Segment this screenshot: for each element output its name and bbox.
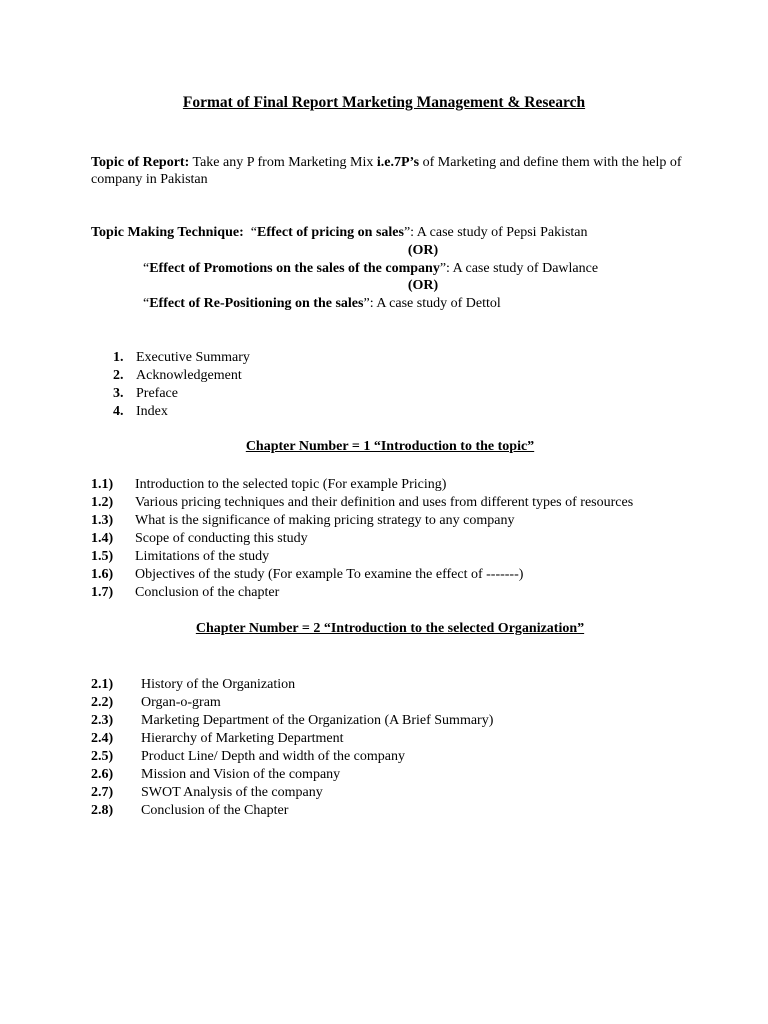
list-text: Introduction to the selected topic (For example Pricing) xyxy=(135,477,447,492)
list-text: Preface xyxy=(136,386,178,401)
list-number: 3. xyxy=(113,386,124,401)
technique-option-3-rest: ”: A case study of Dettol xyxy=(363,296,501,311)
list-item xyxy=(91,766,493,784)
list-item xyxy=(113,349,250,367)
list-text: Index xyxy=(136,404,168,419)
list-item xyxy=(91,730,493,748)
list-number: 1. xyxy=(113,350,124,365)
technique-option-3-title: Effect of Re-Positioning on the sales xyxy=(149,296,364,311)
list-text: Limitations of the study xyxy=(135,549,270,564)
list-text: Acknowledgement xyxy=(136,368,242,383)
list-text: Scope of conducting this study xyxy=(135,531,308,546)
list-item xyxy=(91,566,633,584)
technique-option-1-rest: ”: A case study of Pepsi Pakistan xyxy=(403,225,588,240)
list-text: Organ-o-gram xyxy=(141,695,221,710)
technique-option-2-rest: ”: A case study of Dawlance xyxy=(439,261,599,276)
list-text: Marketing Department of the Organization (A Brief Summary) xyxy=(141,713,494,728)
chapter-2-list xyxy=(91,676,493,820)
topic-text-a: Take any P from Marketing Mix xyxy=(189,155,377,170)
list-item xyxy=(113,367,250,385)
technique-line-1 xyxy=(91,225,711,241)
list-item xyxy=(91,548,633,566)
list-item xyxy=(91,512,633,530)
prelim-list xyxy=(113,349,250,421)
list-item xyxy=(113,385,250,403)
list-item xyxy=(91,712,493,730)
technique-line-2 xyxy=(143,261,743,277)
list-item xyxy=(113,403,250,421)
list-number: 2.5) xyxy=(91,749,114,764)
list-number: 1.6) xyxy=(91,567,114,582)
list-text: What is the significance of making pricing strategy to any company xyxy=(135,513,515,528)
list-number: 2.8) xyxy=(91,803,114,818)
list-number: 2. xyxy=(113,368,124,383)
or-separator-2: (OR) xyxy=(407,278,439,293)
topic-label: Topic of Report: xyxy=(91,155,190,170)
list-item xyxy=(91,802,493,820)
list-item xyxy=(91,584,633,602)
list-number: 2.2) xyxy=(91,695,114,710)
list-text: Various pricing techniques and their definition and uses from different types of resources xyxy=(135,495,634,510)
list-item xyxy=(91,784,493,802)
quote-open: “ xyxy=(143,296,150,311)
list-number: 2.4) xyxy=(91,731,114,746)
list-text: Mission and Vision of the company xyxy=(141,767,341,782)
list-text: Executive Summary xyxy=(136,350,250,365)
list-item xyxy=(91,530,633,548)
list-text: Product Line/ Depth and width of the company xyxy=(141,749,405,764)
list-item xyxy=(91,476,633,494)
technique-option-2-title: Effect of Promotions on the sales of the company xyxy=(149,261,440,276)
list-number: 1.4) xyxy=(91,531,114,546)
technique-option-1-title: Effect of pricing on sales xyxy=(256,225,404,240)
list-number: 1.3) xyxy=(91,513,114,528)
list-number: 2.6) xyxy=(91,767,114,782)
list-item xyxy=(91,494,633,512)
list-number: 1.7) xyxy=(91,585,114,600)
list-item xyxy=(91,748,493,766)
list-text: Conclusion of the Chapter xyxy=(141,803,289,818)
technique-label: Topic Making Technique: xyxy=(91,225,244,240)
page-title: Format of Final Report Marketing Management & Research xyxy=(182,94,586,111)
quote-open: “ xyxy=(143,261,150,276)
list-number: 1.5) xyxy=(91,549,114,564)
topic-bold-7ps: i.e.7P’s xyxy=(376,155,420,170)
list-item xyxy=(91,676,493,694)
list-number: 2.7) xyxy=(91,785,114,800)
list-number: 2.1) xyxy=(91,677,114,692)
list-number: 4. xyxy=(113,404,124,419)
list-text: SWOT Analysis of the company xyxy=(141,785,323,800)
or-separator-1: (OR) xyxy=(407,243,439,258)
chapter-1-list xyxy=(91,476,633,602)
topic-of-report xyxy=(91,154,691,188)
list-item xyxy=(91,694,493,712)
technique-line-3 xyxy=(143,296,743,312)
list-text: Hierarchy of Marketing Department xyxy=(141,731,344,746)
list-text: History of the Organization xyxy=(141,677,296,692)
list-number: 1.2) xyxy=(91,495,114,510)
chapter-1-heading: Chapter Number = 1 “Introduction to the topic” xyxy=(245,439,535,454)
list-text: Objectives of the study (For example To examine the effect of -------) xyxy=(135,567,524,582)
quote-open: “ xyxy=(250,225,257,240)
list-text: Conclusion of the chapter xyxy=(135,585,280,600)
topic-text-b: of Marketing and define them with the help of company in Pakistan xyxy=(91,155,682,187)
list-number: 1.1) xyxy=(91,477,114,492)
list-number: 2.3) xyxy=(91,713,114,728)
chapter-2-heading: Chapter Number = 2 “Introduction to the selected Organization” xyxy=(195,621,585,636)
